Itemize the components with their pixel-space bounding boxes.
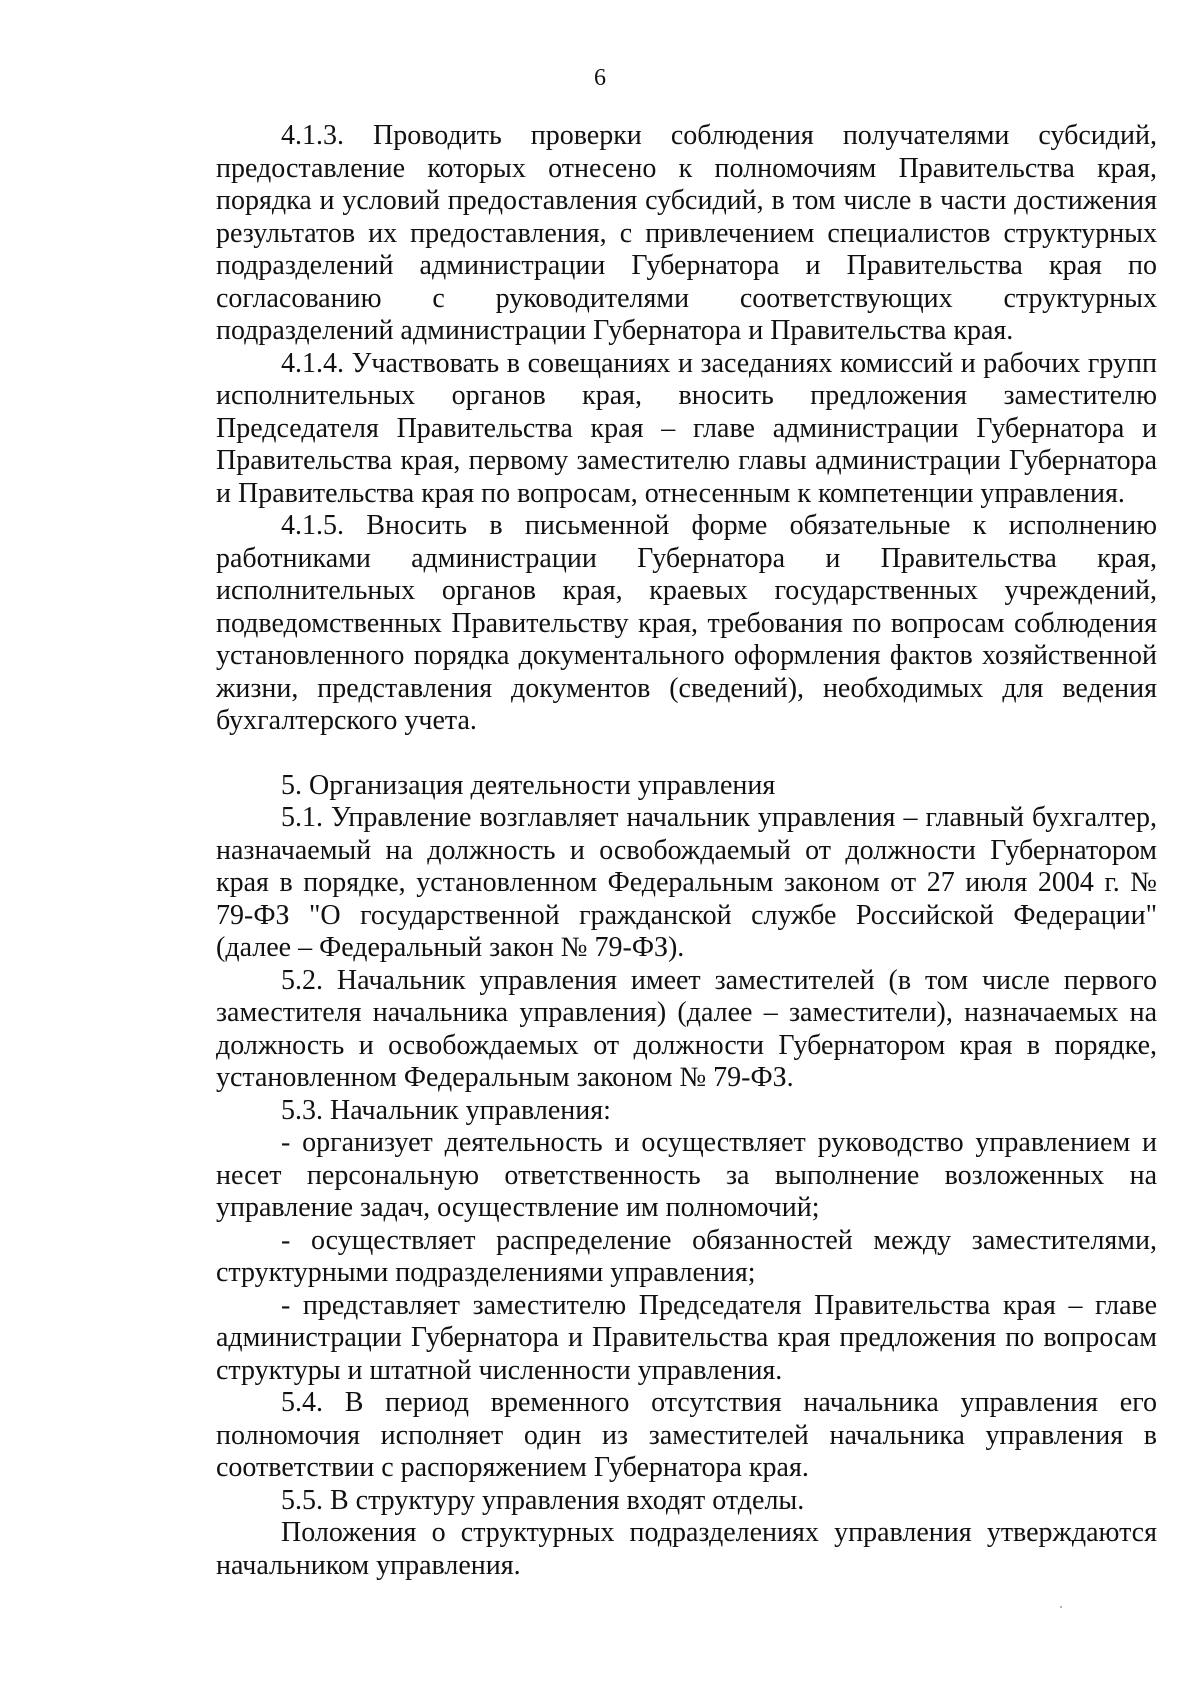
paragraph-4-1-3: 4.1.3. Проводить проверки соблюдения получателями субсидий, предоставление которых отнесено к полномочиям Правительства края, порядка и условий предоставления субсидий, в том числе в части достижения результатов их предоставления, с привлечением специалистов структурных подразделений администрации Губернатора и Правительства края по согласованию с руководителями соответствующих структурных подразделений администрации Губернатора и Правительства края. bbox=[216, 120, 1157, 346]
paragraph-5-1: 5.1. Управление возглавляет начальник управления – главный бухгалтер, назначаемый на должность и освобождаемый от должности Губернатором края в порядке, установленном Федеральным законом от 27 июля 2004 г. № 79-ФЗ "О государственной гражданской службе Российской Федерации" (далее – Федеральный закон № 79-ФЗ). bbox=[216, 802, 1157, 963]
paragraph-4-1-4: 4.1.4. Участвовать в совещаниях и заседаниях комиссий и рабочих групп исполнительных органов края, вносить предложения заместителю Председателя Правительства края – главе администрации Губернатора и Правительства края, первому заместителю главы администрации Губернатора и Правительства края по вопросам, отнесенным к компетенции управления. bbox=[216, 347, 1157, 509]
paragraph-5-5-note: Положения о структурных подразделениях управления утверждаются начальником управления. bbox=[216, 1517, 1157, 1581]
page-number: 6 bbox=[594, 65, 606, 91]
list-item-5-3-a: - организует деятельность и осуществляет руководство управлением и несет персональную ответственность за выполнение возложенных на управление задач, осуществление им полномочий; bbox=[216, 1127, 1157, 1223]
scan-speck bbox=[1060, 1606, 1062, 1608]
list-item-5-3-b: - осуществляет распределение обязанностей между заместителями, структурными подразделениями управления; bbox=[216, 1224, 1157, 1288]
document-body bbox=[216, 120, 1157, 1582]
paragraph-5-3: 5.3. Начальник управления: bbox=[281, 1094, 611, 1126]
list-item-5-3-c: - представляет заместителю Председателя Правительства края – главе администрации Губернатора и Правительства края предложения по вопросам структуры и штатной численности управления. bbox=[216, 1289, 1157, 1386]
paragraph-4-1-5: 4.1.5. Вносить в письменной форме обязательные к исполнению работниками администрации Губернатора и Правительства края, исполнительных органов края, краевых государственных учреждений, подведомственных Правительству края, требования по вопросам соблюдения установленного порядка документального оформления фактов хозяйственной жизни, представления документов (сведений), необходимых для ведения бухгалтерского учета. bbox=[216, 510, 1157, 736]
paragraph-5-5: 5.5. В структуру управления входят отделы. bbox=[281, 1484, 805, 1516]
section-5-heading: 5. Организация деятельности управления bbox=[281, 769, 776, 801]
paragraph-5-2: 5.2. Начальник управления имеет заместителей (в том числе первого заместителя начальника управления) (далее – заместители), назначаемых на должность и освобождаемых от должности Губернатором края в порядке, установленном Федеральным законом № 79-ФЗ. bbox=[216, 964, 1157, 1093]
paragraph-5-4: 5.4. В период временного отсутствия начальника управления его полномочия исполняет один из заместителей начальника управления в соответствии с распоряжением Губернатора края. bbox=[216, 1387, 1157, 1483]
